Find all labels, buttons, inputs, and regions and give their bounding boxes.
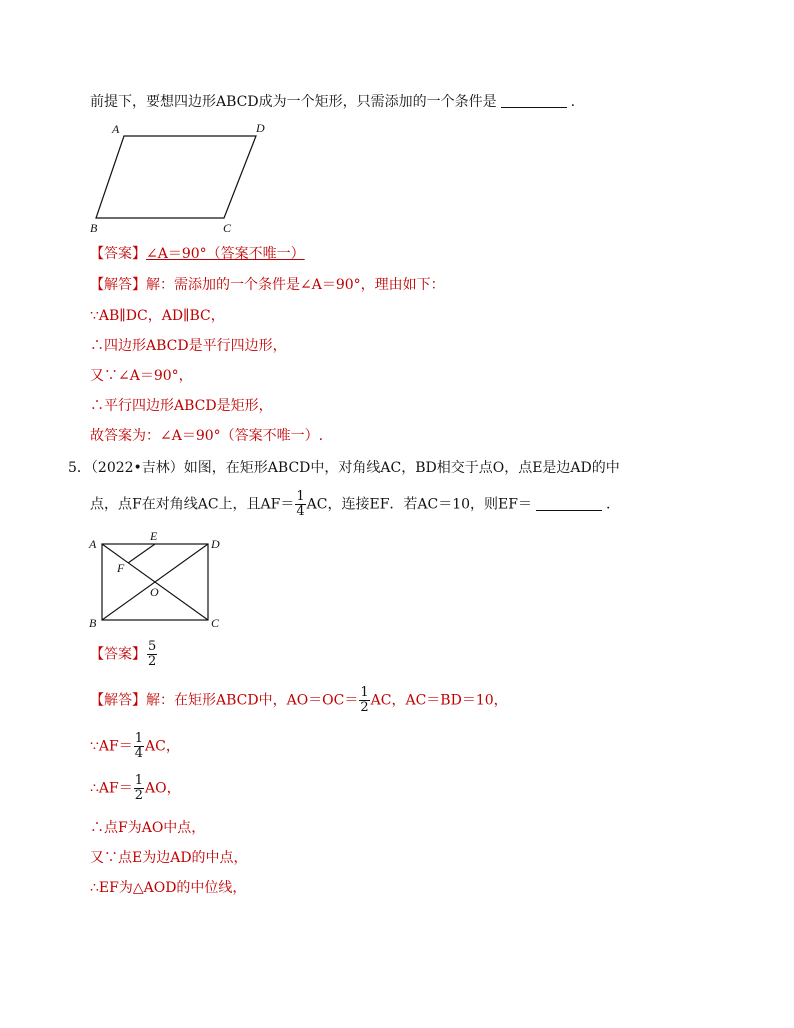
q5-step-5: 又∵点E为边AD的中点， xyxy=(90,850,248,866)
q4-solution-line xyxy=(90,275,445,295)
q4-solution-head: 解：需添加的一个条件是∠A＝90°，理由如下： xyxy=(146,277,445,293)
q4-answer-line xyxy=(90,244,305,264)
q4-step-2: ∴四边形ABCD是平行四边形， xyxy=(90,338,287,354)
parallelogram-shape xyxy=(96,136,256,218)
q4-answer-text: ∠A＝90°（答案不唯一） xyxy=(146,246,305,262)
q5-label-a: A xyxy=(89,537,97,551)
q4-answer-tag: 【答案】 xyxy=(90,246,146,262)
q5-label-o: O xyxy=(150,585,159,599)
q4-step-1: ∵AB∥DC，AD∥BC， xyxy=(90,308,225,324)
q4-parallelogram-figure xyxy=(86,118,286,238)
q5-label-d: D xyxy=(211,537,220,551)
q4-label-b: B xyxy=(90,221,98,235)
q5-answer-tag: 【答案】 xyxy=(90,646,146,663)
q5-line-2 xyxy=(90,490,610,519)
frac-den: 4 xyxy=(296,504,305,519)
q4-step-3: 又∵∠A＝90°， xyxy=(90,368,193,384)
q4-label-a: A xyxy=(112,122,120,136)
q5-solution-line xyxy=(90,686,508,715)
q5-sol1-b: AC，AC＝BD＝10， xyxy=(370,692,508,709)
q5-answer-line xyxy=(90,640,158,676)
frac-num: 1 xyxy=(296,489,305,504)
q5-s2-a: ∵AF＝ xyxy=(90,738,133,755)
q5-step-4: ∴点F为AO中点， xyxy=(90,820,206,836)
q5-answer-blank xyxy=(536,496,602,511)
segment-ef xyxy=(128,544,155,563)
q5-fraction-half xyxy=(359,686,369,715)
q5-rectangle-figure xyxy=(86,530,236,630)
q5-sol1-a: 解：在矩形ABCD中，AO＝OC＝ xyxy=(146,692,359,709)
frac-den: 4 xyxy=(134,746,144,761)
q5-line-1: 5．（2022•吉林）如图，在矩形ABCD中，对角线AC，BD相交于点O，点E是边AD的中 xyxy=(68,460,620,476)
q5-answer-fraction xyxy=(147,640,157,669)
frac-den: 2 xyxy=(360,700,369,715)
frac-num: 5 xyxy=(148,639,157,654)
q5-fraction-quarter xyxy=(295,490,305,519)
q4-intro-line xyxy=(90,92,575,112)
q4-label-c: C xyxy=(223,221,232,235)
q5-label-e: E xyxy=(150,530,158,543)
q5-solution-tag: 【解答】 xyxy=(90,692,146,709)
q5-fraction-quarter-2 xyxy=(134,732,144,761)
q5-step-6: ∴EF为△AOD的中位线， xyxy=(90,880,247,896)
q5-line2-a: 点，点F在对角线AC上，且AF＝ xyxy=(90,496,295,513)
frac-den: 2 xyxy=(148,654,157,669)
q5-label-b: B xyxy=(89,616,97,630)
q5-label-c: C xyxy=(211,616,220,630)
frac-den: 2 xyxy=(134,788,144,803)
q5-step-2 xyxy=(90,732,180,761)
q4-step-4: ∴平行四边形ABCD是矩形， xyxy=(90,398,273,414)
frac-num: 1 xyxy=(360,685,369,700)
q4-step-5: 故答案为：∠A＝90°（答案不唯一）. xyxy=(90,428,324,444)
q5-label-f: F xyxy=(117,561,125,575)
q4-label-d: D xyxy=(256,121,265,135)
q4-period: . xyxy=(570,94,576,110)
q5-s2-b: AC， xyxy=(145,738,180,755)
q5-s3-a: ∴AF＝ xyxy=(90,780,133,797)
frac-num: 1 xyxy=(134,773,144,788)
q4-solution-tag: 【解答】 xyxy=(90,277,146,293)
q4-answer-blank xyxy=(501,93,567,108)
q4-intro-text: 前提下，要想四边形ABCD成为一个矩形，只需添加的一个条件是 xyxy=(90,94,497,110)
q5-line2-b: AC，连接EF．若AC＝10，则EF＝ xyxy=(306,496,532,513)
q5-step-3 xyxy=(90,774,181,803)
q5-s3-b: AO， xyxy=(145,780,181,797)
q5-period: . xyxy=(605,496,611,513)
q5-fraction-half-2 xyxy=(134,774,144,803)
frac-num: 1 xyxy=(134,731,144,746)
